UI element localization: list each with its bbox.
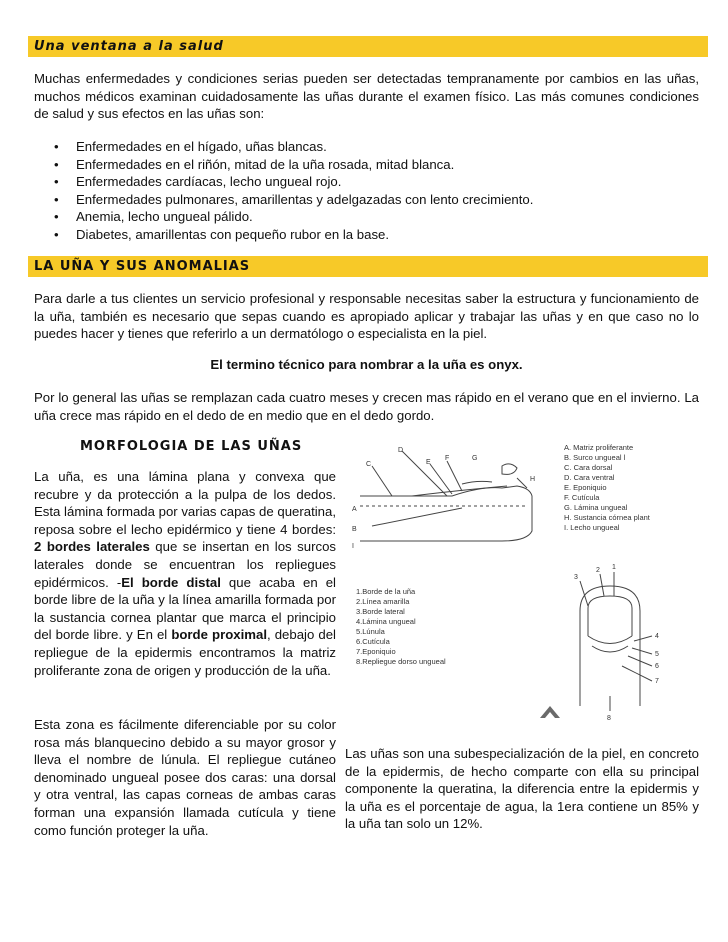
bold-term: 2 bordes laterales: [34, 539, 150, 555]
diagram-letter: H: [530, 476, 536, 483]
onyx-statement: El termino técnico para nombrar a la uña es onyx.: [210, 357, 523, 372]
list-item: • Anemia, lecho ungueal pálido.: [42, 208, 533, 226]
publisher-logo: [540, 706, 560, 718]
finger-side-view: [360, 451, 532, 541]
diagram-number: 7: [655, 678, 659, 685]
diagram-letter: B: [352, 526, 357, 533]
legend-item: G. Lámina ungueal: [564, 503, 628, 512]
legend-item: 2.Línea amarilla: [356, 597, 410, 606]
morphology-title: MORFOLOGIA DE LAS UÑAS: [80, 439, 303, 454]
right-column-paragraph: Las uñas son una subespecialización de la piel, en concreto de la epidermis, de hecho comparte con ella su principal componente la queratina, la diferencia entre la epidermis y la uña es el porcentaje de agua, la 1era contiene un 85% y la uña tan solo un 12%.: [345, 746, 699, 832]
nail-anatomy-diagram: [352, 436, 697, 736]
list-item: • Enfermedades en el hígado, uñas blancas.: [42, 138, 533, 156]
side-view-letters: [352, 447, 535, 550]
diagram-number: 2: [596, 567, 600, 574]
intro-paragraph: Muchas enfermedades y condiciones serias pueden ser detectadas tempranamente por cambios en las uñas, muchos médicos examinan cuidadosamente las uñas durante el examen físico. Las más comunes condiciones de salud y sus efectos en las uñas son:: [34, 71, 699, 121]
list-item: • Diabetes, amarillentas con pequeño rubor en la base.: [42, 226, 533, 244]
text-segment: que acaba en el borde libre de la uña y la línea amarilla formada por la sustancia cornea plantar que marca el principio del borde libre. y En el: [34, 574, 336, 643]
diagram-number: 8: [607, 715, 611, 722]
legend-item: F. Cutícula: [564, 493, 600, 502]
legend-item: 1.Borde de la uña: [356, 587, 416, 596]
morphology-paragraph-1: [34, 468, 336, 679]
legend-item: I. Lecho ungueal: [564, 523, 620, 532]
legend-item: 7.Eponiquio: [356, 647, 396, 656]
diagram-number: 3: [574, 574, 578, 581]
diagram-letter: F: [445, 455, 450, 462]
legend-item: 3.Borde lateral: [356, 607, 405, 616]
legend-item: C. Cara dorsal: [564, 463, 613, 472]
legend-item: B. Surco ungueal l: [564, 453, 626, 462]
legend-top: [564, 443, 651, 532]
diagram-number: 4: [655, 633, 659, 640]
conditions-list: [42, 138, 533, 243]
legend-item: 5.Lúnula: [356, 627, 385, 636]
legend-item: E. Eponiquio: [564, 483, 607, 492]
legend-item: 6.Cutícula: [356, 637, 390, 646]
anomalias-paragraph: Para darle a tus clientes un servicio profesional y responsable necesitas saber la estructura y funcionamiento de la uña, también es necesario que sepas cuando es apropiado aplicar y trabajar las uñas y en que caso no lo puedes hacer y tienes que referirlo a un dermatólogo o especialista en la piel.: [34, 291, 699, 341]
list-item: • Enfermedades pulmonares, amarillentas y adelgazadas con lento crecimiento.: [42, 191, 533, 209]
bold-term: El borde distal: [121, 574, 221, 590]
legend-item: 8.Repliegue dorso ungueal: [356, 657, 446, 666]
list-item: • Enfermedades cardíacas, lecho ungueal rojo.: [42, 173, 533, 191]
list-item: • Enfermedades en el riñón, mitad de la uña rosada, mitad blanca.: [42, 156, 533, 174]
diagram-letter: C: [366, 461, 372, 468]
legend-item: A. Matriz proliferante: [564, 443, 634, 452]
legend-item: 4.Lámina ungueal: [356, 617, 416, 626]
diagram-letter: A: [352, 506, 357, 513]
diagram-number: 6: [655, 663, 659, 670]
diagram-number: 1: [612, 564, 616, 571]
section-header-salud: Una ventana a la salud: [28, 36, 708, 57]
text-segment: , debajo del repliegue de la epidermis encontramos la matriz proliferante zona de origen y producción de la uña.: [34, 627, 336, 678]
diagram-letter: D: [398, 447, 404, 454]
diagram-letter: I: [352, 543, 354, 550]
diagram-letter: G: [472, 455, 478, 462]
text-segment: que se insertan en los surcos laterales donde se encuentran los repliegues epidérmicos. -: [34, 539, 336, 590]
bold-term: borde proximal: [171, 627, 267, 643]
section-header-anomalias: LA UÑA Y SUS ANOMALIAS: [28, 256, 708, 277]
finger-top-view: [580, 572, 652, 711]
text-segment: La uña, es una lámina plana y convexa que recubre y da protección a la pulpa de los dedos. Esta lámina formada por varias capas de queratina, reposa sobre el lecho epidérmico y tiene 4 bordes:: [34, 469, 337, 537]
diagram-number: 5: [655, 651, 659, 658]
legend-item: H. Sustancia córnea plant: [564, 513, 650, 522]
diagram-letter: E: [426, 459, 431, 466]
legend-item: D. Cara ventral: [564, 473, 615, 482]
legend-bottom: [356, 587, 446, 666]
morphology-paragraph-2: Esta zona es fácilmente diferenciable por su color rosa más blanquecino debido a su mayor grosor y lleva el nombre de lúnula. El repliegue cutáneo denominado ungueal posee dos caras: una dorsal y otra ventral, las capas corneas de ambas caras forman una expansión llamada cutícula y tiene como función proteger la uña.: [34, 717, 336, 838]
growth-paragraph: Por lo general las uñas se remplazan cada cuatro meses y crecen mas rápido en el verano que en el invierno. La uña crece mas rápido en el dedo de en medio que en el dedo gordo.: [34, 390, 699, 423]
